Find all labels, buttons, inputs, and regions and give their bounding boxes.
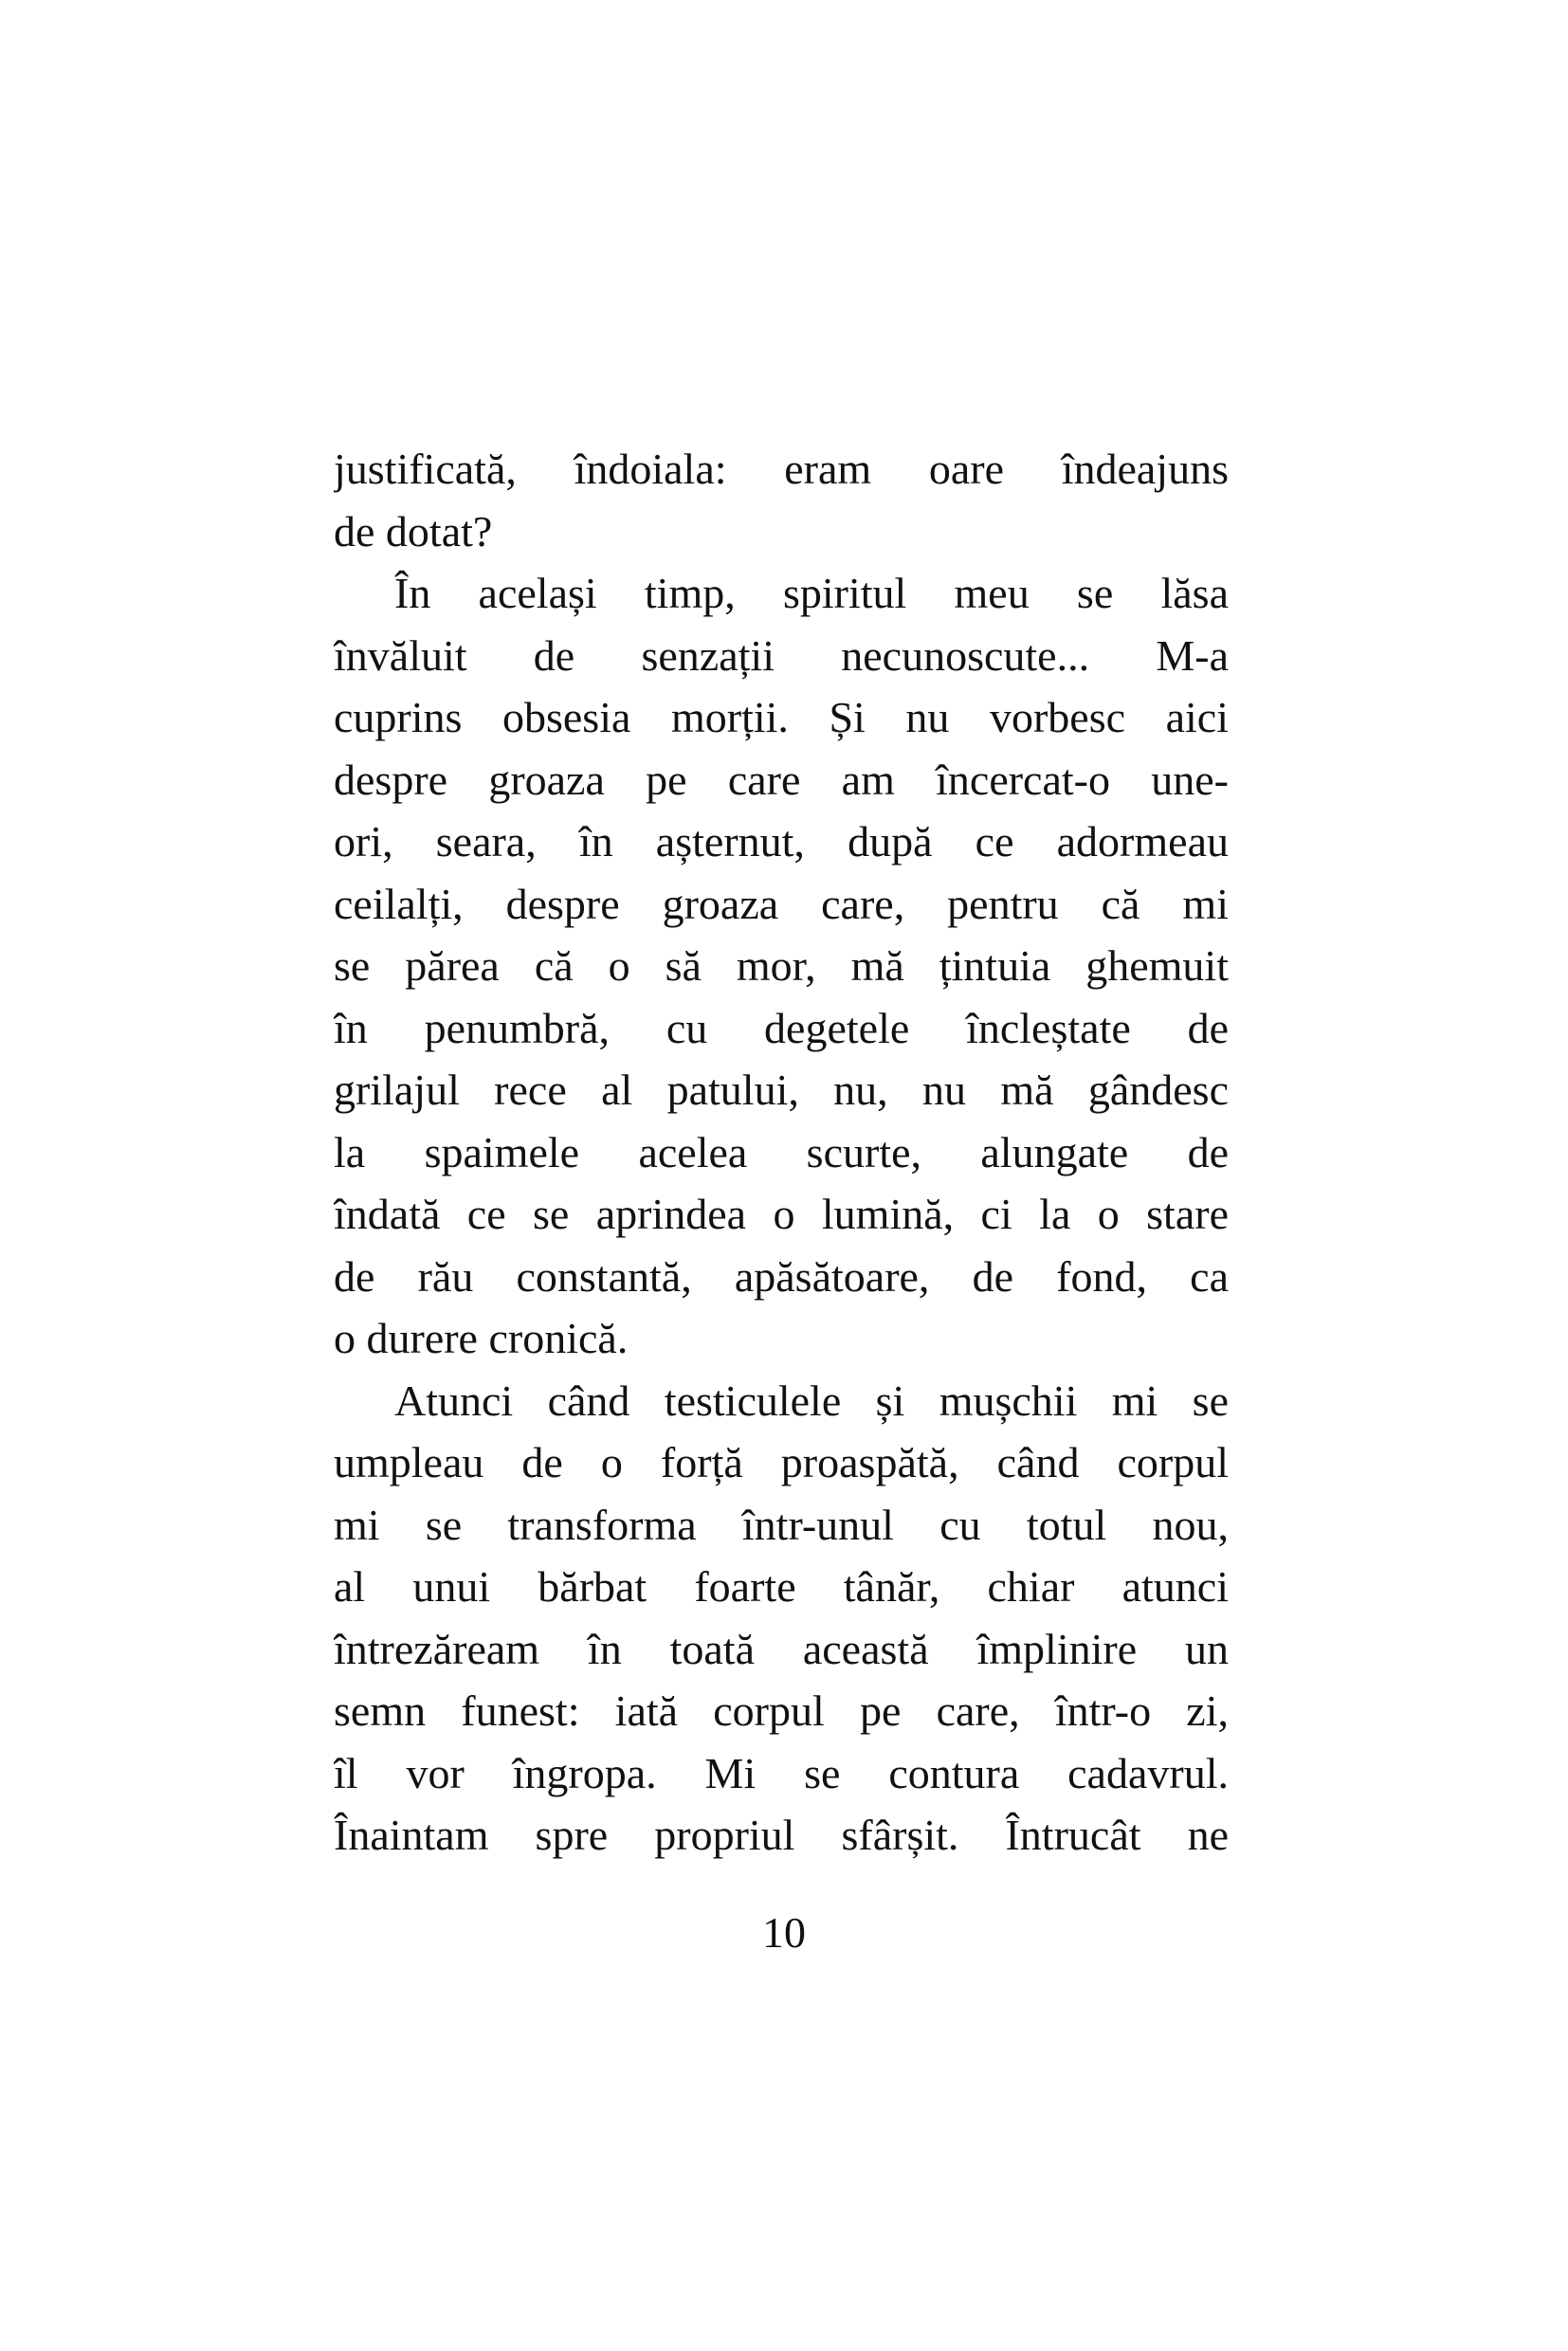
text-line: al unui bărbat foarte tânăr, chiar atunci — [334, 1562, 1229, 1611]
text-line: la spaimele acelea scurte, alungate de — [334, 1127, 1229, 1176]
text-line: umpleau de o forță proaspătă, când corpul — [334, 1438, 1229, 1486]
text-line: mi se transforma într-unul cu totul nou, — [334, 1500, 1229, 1549]
text-line: grilajul rece al patului, nu, nu mă gândesc — [334, 1066, 1229, 1114]
text-line: de rău constantă, apăsătoare, de fond, ca — [334, 1251, 1229, 1301]
text-line: semn funest: iată corpul pe care, într-o zi, — [334, 1686, 1229, 1735]
text-line: întrezăream în toată această împlinire un — [334, 1624, 1229, 1673]
text-line: cuprins obsesia morții. Și nu vorbesc aici — [334, 693, 1229, 741]
text-line: justificată, îndoiala: eram oare îndeajuns — [334, 445, 1229, 493]
text-line: ori, seara, în așternut, după ce adormeau — [334, 817, 1229, 866]
text-line: îndată ce se aprindea o lumină, ci la o stare — [334, 1190, 1229, 1238]
text-line: despre groaza pe care am încercat-o une- — [334, 755, 1229, 804]
text-line: o durere cronică. — [334, 1314, 629, 1362]
page-number: 10 — [762, 1908, 806, 1957]
text-line: învăluit de senzații necunoscute... M-a — [334, 630, 1229, 680]
body-text — [334, 438, 1229, 1867]
text-line: Atunci când testiculele și mușchii mi se — [394, 1376, 1229, 1425]
text-line: ceilalți, despre groaza care, pentru că mi — [334, 879, 1229, 928]
text-line: îl vor îngropa. Mi se contura cadavrul. — [334, 1748, 1229, 1797]
text-line: de dotat? — [334, 506, 493, 556]
text-line: În același timp, spiritul meu se lăsa — [394, 569, 1229, 617]
text-line: se părea că o să mor, mă țintuia ghemuit — [334, 941, 1229, 990]
text-line: Înaintam spre propriul sfârșit. Întrucât ne — [334, 1811, 1229, 1859]
text-line: în penumbră, cu degetele încleștate de — [334, 1003, 1229, 1052]
